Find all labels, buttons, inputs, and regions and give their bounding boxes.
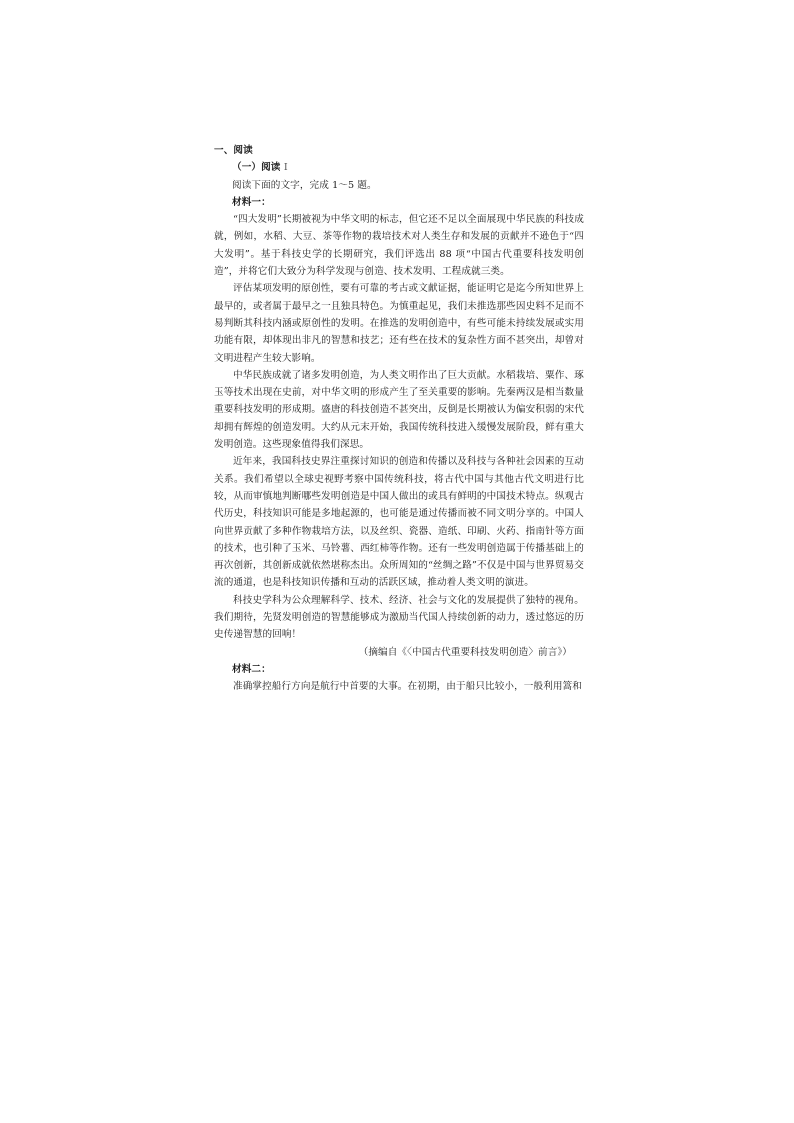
subsection-title [214,159,584,176]
material-one-paragraph: 近年来，我国科技史界注重探讨知识的创造和传播以及科技与各种社会因素的互动关系。我们希望以全球史视野考察中国传统科技，将古代中国与其他古代文明进行比较，从而审慎地判断哪些发明创造是中国人做出的或具有鲜明的中国技术特点。纵观古代历史，科技知识可能是多地起源的，也可能是通过传播而被不同文明分享的。中国人向世界贡献了多种作物栽培方法，以及丝织、瓷器、造纸、印刷、火药、指南针等方面的技术，也引种了玉米、马铃薯、西红柿等作物。还有一些发明创造属于传播基础上的再次创新，其创新成就依然堪称杰出。众所周知的“丝绸之路”不仅是中国与世界贸易交流的通道，也是科技知识传播和互动的活跃区域，推动着人类文明的演进。 [214,456,584,589]
material-one-paragraph: 评估某项发明的原创性，要有可靠的考古或文献证据，能证明它是迄今所知世界上最早的，或者属于最早之一且独具特色。为慎重起见，我们未推选那些因史料不足而不易判断其科技内涵或原创性的发明。在推选的发明创造中，有些可能未持续发展或实用功能有限，却体现出非凡的智慧和技艺；还有些在技术的复杂性方面不甚突出，却曾对文明进程产生较大影响。 [214,283,584,364]
text-cursor: I [283,162,288,174]
material-one-source: （摘编自《〈中国古代重要科技发明创造〉前言》） [358,646,572,658]
section-title: 一、阅读 [214,145,253,156]
material-one-paragraph: “四大发明”长期被视为中华文明的标志，但它还不足以全面展现中华民族的科技成就，例如，水稻、大豆、茶等作物的栽培技术对人类生存和发展的贡献并不逊色于“四大发明”。基于科技史学的长期研究，我们评选出 88 项“中国古代重要科技发明创造”，并将它们大致分为科学发现与创造、技术发明、工程成就三类。 [214,214,584,278]
material-two-paragraph: 准确掌控船行方向是航行中首要的大事。在初期，由于船只比较小，一般利用篙和 [233,681,582,693]
material-one-heading: 材料一： [232,196,271,208]
material-two-heading: 材料二： [232,663,271,675]
document-page [214,141,584,696]
material-one-paragraph: 科技史学科为公众理解科学、技术、经济、社会与文化的发展提供了独特的视角。我们期待，先贤发明创造的智慧能够成为激励当代国人持续创新的动力，透过悠远的历史传递智慧的回响！ [214,594,584,641]
subsection-title-text: （一）阅读 [232,162,281,174]
instruction: 阅读下面的文字，完成 1～5 题。 [232,179,377,191]
material-one-paragraph: 中华民族成就了诸多发明创造，为人类文明作出了巨大贡献。水稻栽培、粟作、琢玉等技术出现在史前，对中华文明的形成产生了至关重要的影响。先秦两汉是相当数量重要科技发明的形成期。盛唐的科技创造不甚突出，反倒是长期被认为偏安积弱的宋代却拥有辉煌的创造发明。大约从元末开始，我国传统科技进入缓慢发展阶段，鲜有重大发明创造。这些现象值得我们深思。 [214,369,584,451]
